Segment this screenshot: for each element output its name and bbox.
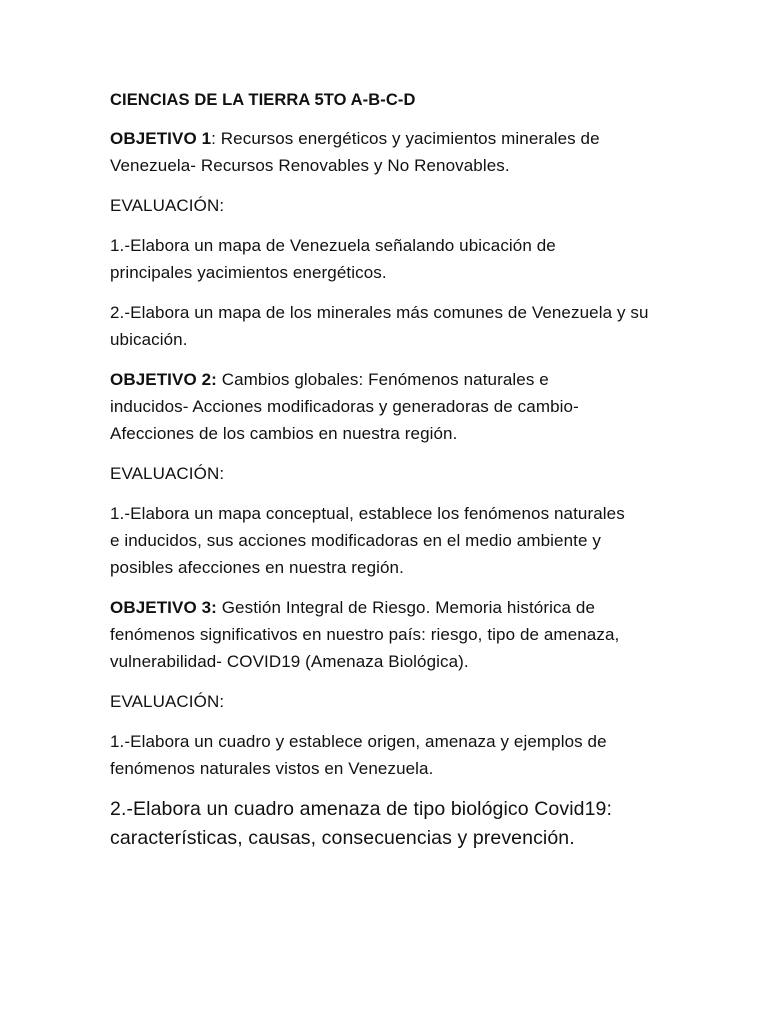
evaluation-3-item-2: 2.-Elabora un cuadro amenaza de tipo biológico Covid19: características, causas, consecuencias y prevención.	[110, 798, 612, 849]
evaluation-2-heading: EVALUACIÓN:	[110, 464, 225, 483]
evaluation-3-item-1: 1.-Elabora un cuadro y establece origen, amenaza y ejemplos de fenómenos naturales vistos en Venezuela.	[110, 732, 607, 778]
evaluation-1-item-1: 1.-Elabora un mapa de Venezuela señalando ubicación de principales yacimientos energéticos.	[110, 236, 556, 282]
objective-1	[110, 125, 640, 179]
objective-2	[110, 366, 630, 447]
document-body	[110, 88, 670, 866]
evaluation-2-item-1: 1.-Elabora un mapa conceptual, establece los fenómenos naturales e inducidos, sus acciones modificadoras en el medio ambiente y posibles afecciones en nuestra región.	[110, 504, 625, 577]
evaluation-1-item-2: 2.-Elabora un mapa de los minerales más comunes de Venezuela y su ubicación.	[110, 303, 649, 349]
objective-3-label: OBJETIVO 3:	[110, 598, 217, 617]
objective-1-label: OBJETIVO 1	[110, 129, 212, 148]
objective-2-label: OBJETIVO 2:	[110, 370, 217, 389]
document-title: CIENCIAS DE LA TIERRA 5TO A-B-C-D	[110, 91, 416, 109]
objective-2-text: Cambios globales: Fenómenos naturales e inducidos- Acciones modificadoras y generadoras de cambio- Afecciones de los cambios en nuestra región.	[110, 370, 579, 443]
objective-3-text: Gestión Integral de Riesgo. Memoria histórica de fenómenos significativos en nuestro país: riesgo, tipo de amenaza, vulnerabilidad- COVID19 (Amenaza Biológica).	[110, 598, 620, 671]
objective-3	[110, 594, 642, 675]
objective-1-text: : Recursos energéticos y yacimientos minerales de Venezuela- Recursos Renovables y No Renovables.	[110, 129, 600, 175]
evaluation-1-heading: EVALUACIÓN:	[110, 196, 225, 215]
evaluation-3-heading: EVALUACIÓN:	[110, 692, 225, 711]
